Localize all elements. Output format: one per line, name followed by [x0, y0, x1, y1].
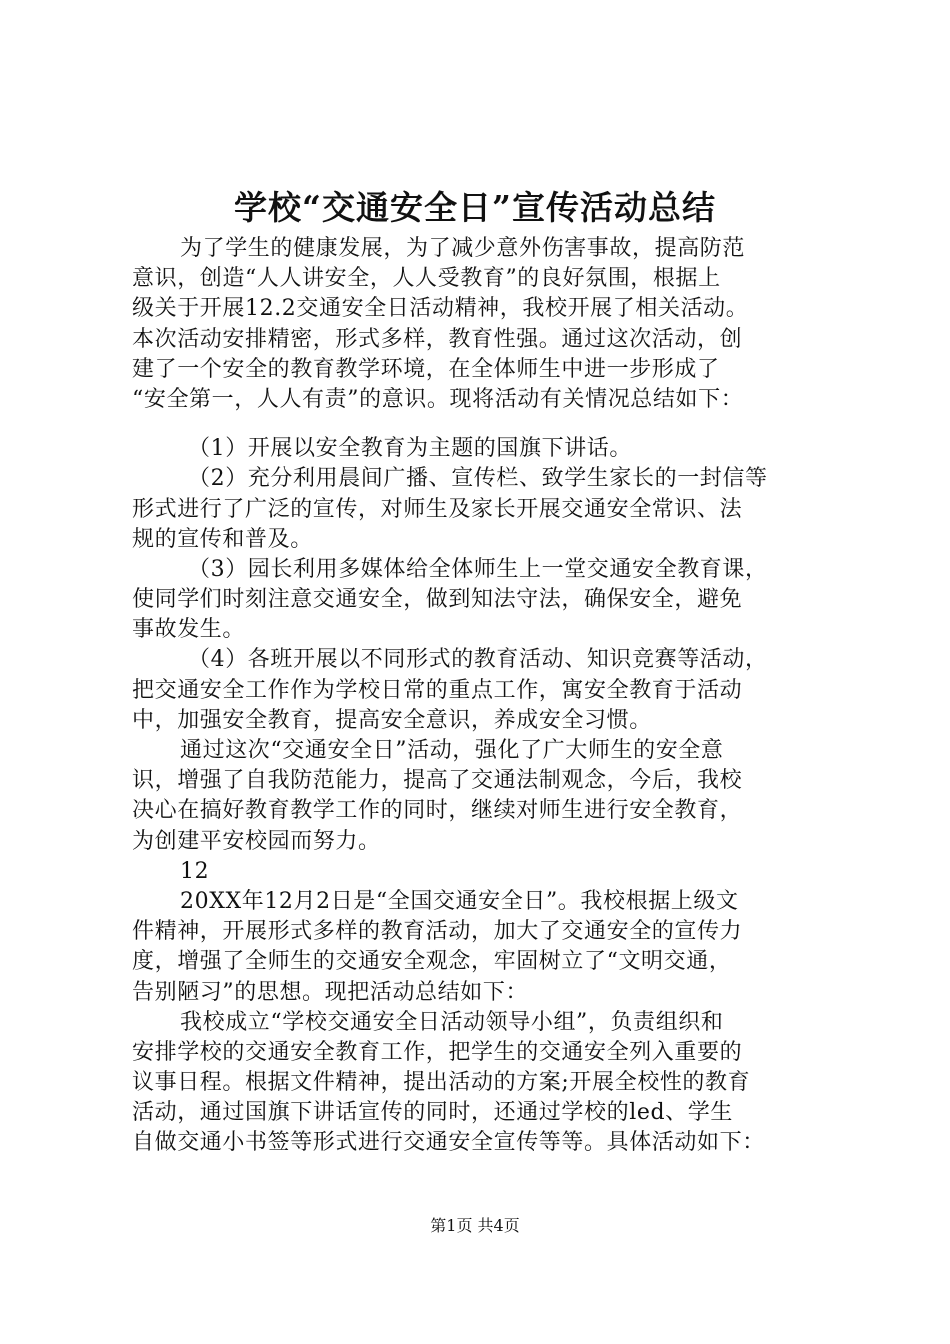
paragraph-line: 为创建平安校园而努力。 [132, 828, 381, 854]
paragraph-line: 使同学们时刻注意交通安全，做到知法守法，确保安全，避免 [132, 587, 743, 613]
list-item-line: （4）各班开展以不同形式的教育活动、知识竞赛等活动， [188, 647, 768, 673]
document-body [132, 234, 832, 1159]
paragraph-line: 规的宣传和普及。 [132, 526, 313, 552]
paragraph-line: 件精神，开展形式多样的教育活动，加大了交通安全的宣传力 [132, 919, 743, 945]
document-title: 学校“交通安全日”宣传活动总结 [234, 188, 716, 227]
paragraph-line: 自做交通小书签等形式进行交通安全宣传等等。具体活动如下： [132, 1130, 765, 1156]
paragraph-line: 中，加强安全教育，提高安全意识，养成安全习惯。 [132, 707, 652, 733]
paragraph-line: 度，增强了全师生的交通安全观念，牢固树立了“文明交通， [132, 949, 732, 975]
paragraph-line: 活动，通过国旗下讲话宣传的同时，还通过学校的led、学生 [132, 1100, 733, 1126]
paragraph-line: 建了一个安全的教育教学环境，在全体师生中进一步形成了 [132, 356, 720, 382]
paragraph-line: 12 [180, 858, 210, 884]
paragraph-line: 识，增强了自我防范能力，提高了交通法制观念，今后，我校 [132, 768, 743, 794]
paragraph-line: 决心在搞好教育教学工作的同时，继续对师生进行安全教育， [132, 798, 743, 824]
paragraph-line: 级关于开展12.2交通安全日活动精神，我校开展了相关活动。 [132, 296, 749, 322]
paragraph-line: 通过这次“交通安全日”活动，强化了广大师生的安全意 [180, 738, 724, 763]
list-item-line: （3）园长利用多媒体给全体师生上一堂交通安全教育课， [188, 556, 768, 582]
list-item-line: （2）充分利用晨间广播、宣传栏、致学生家长的一封信等 [188, 466, 768, 492]
paragraph-line: 事故发生。 [132, 617, 246, 643]
paragraph-line: 告别陋习”的思想。现把活动总结如下： [132, 979, 529, 1005]
paragraph-line: 安排学校的交通安全教育工作，把学生的交通安全列入重要的 [132, 1039, 743, 1065]
paragraph-line: 我校成立“学校交通安全日活动领导小组”，负责组织和 [180, 1009, 724, 1035]
page-footer: 第1页 共4页 [430, 1216, 520, 1235]
paragraph-line: 把交通安全工作作为学校日常的重点工作，寓安全教育于活动 [132, 677, 743, 703]
paragraph-line: 本次活动安排精密，形式多样，教育性强。通过这次活动，创 [132, 326, 743, 352]
paragraph-line: 议事日程。根据文件精神，提出活动的方案;开展全校性的教育 [132, 1070, 751, 1096]
paragraph-line: 为了学生的健康发展，为了减少意外伤害事故，提高防范 [180, 236, 746, 261]
list-item-line: （1）开展以安全教育为主题的国旗下讲话。 [188, 436, 632, 462]
paragraph-line: 形式进行了广泛的宣传，对师生及家长开展交通安全常识、法 [132, 496, 743, 522]
paragraph-line: 意识，创造“人人讲安全，人人受教育”的良好氛围，根据上 [132, 266, 721, 292]
paragraph-line: 20XX年12月2日是“全国交通安全日”。我校根据上级文 [180, 888, 739, 914]
paragraph-line: “安全第一，人人有责”的意识。现将活动有关情况总结如下： [132, 386, 744, 412]
